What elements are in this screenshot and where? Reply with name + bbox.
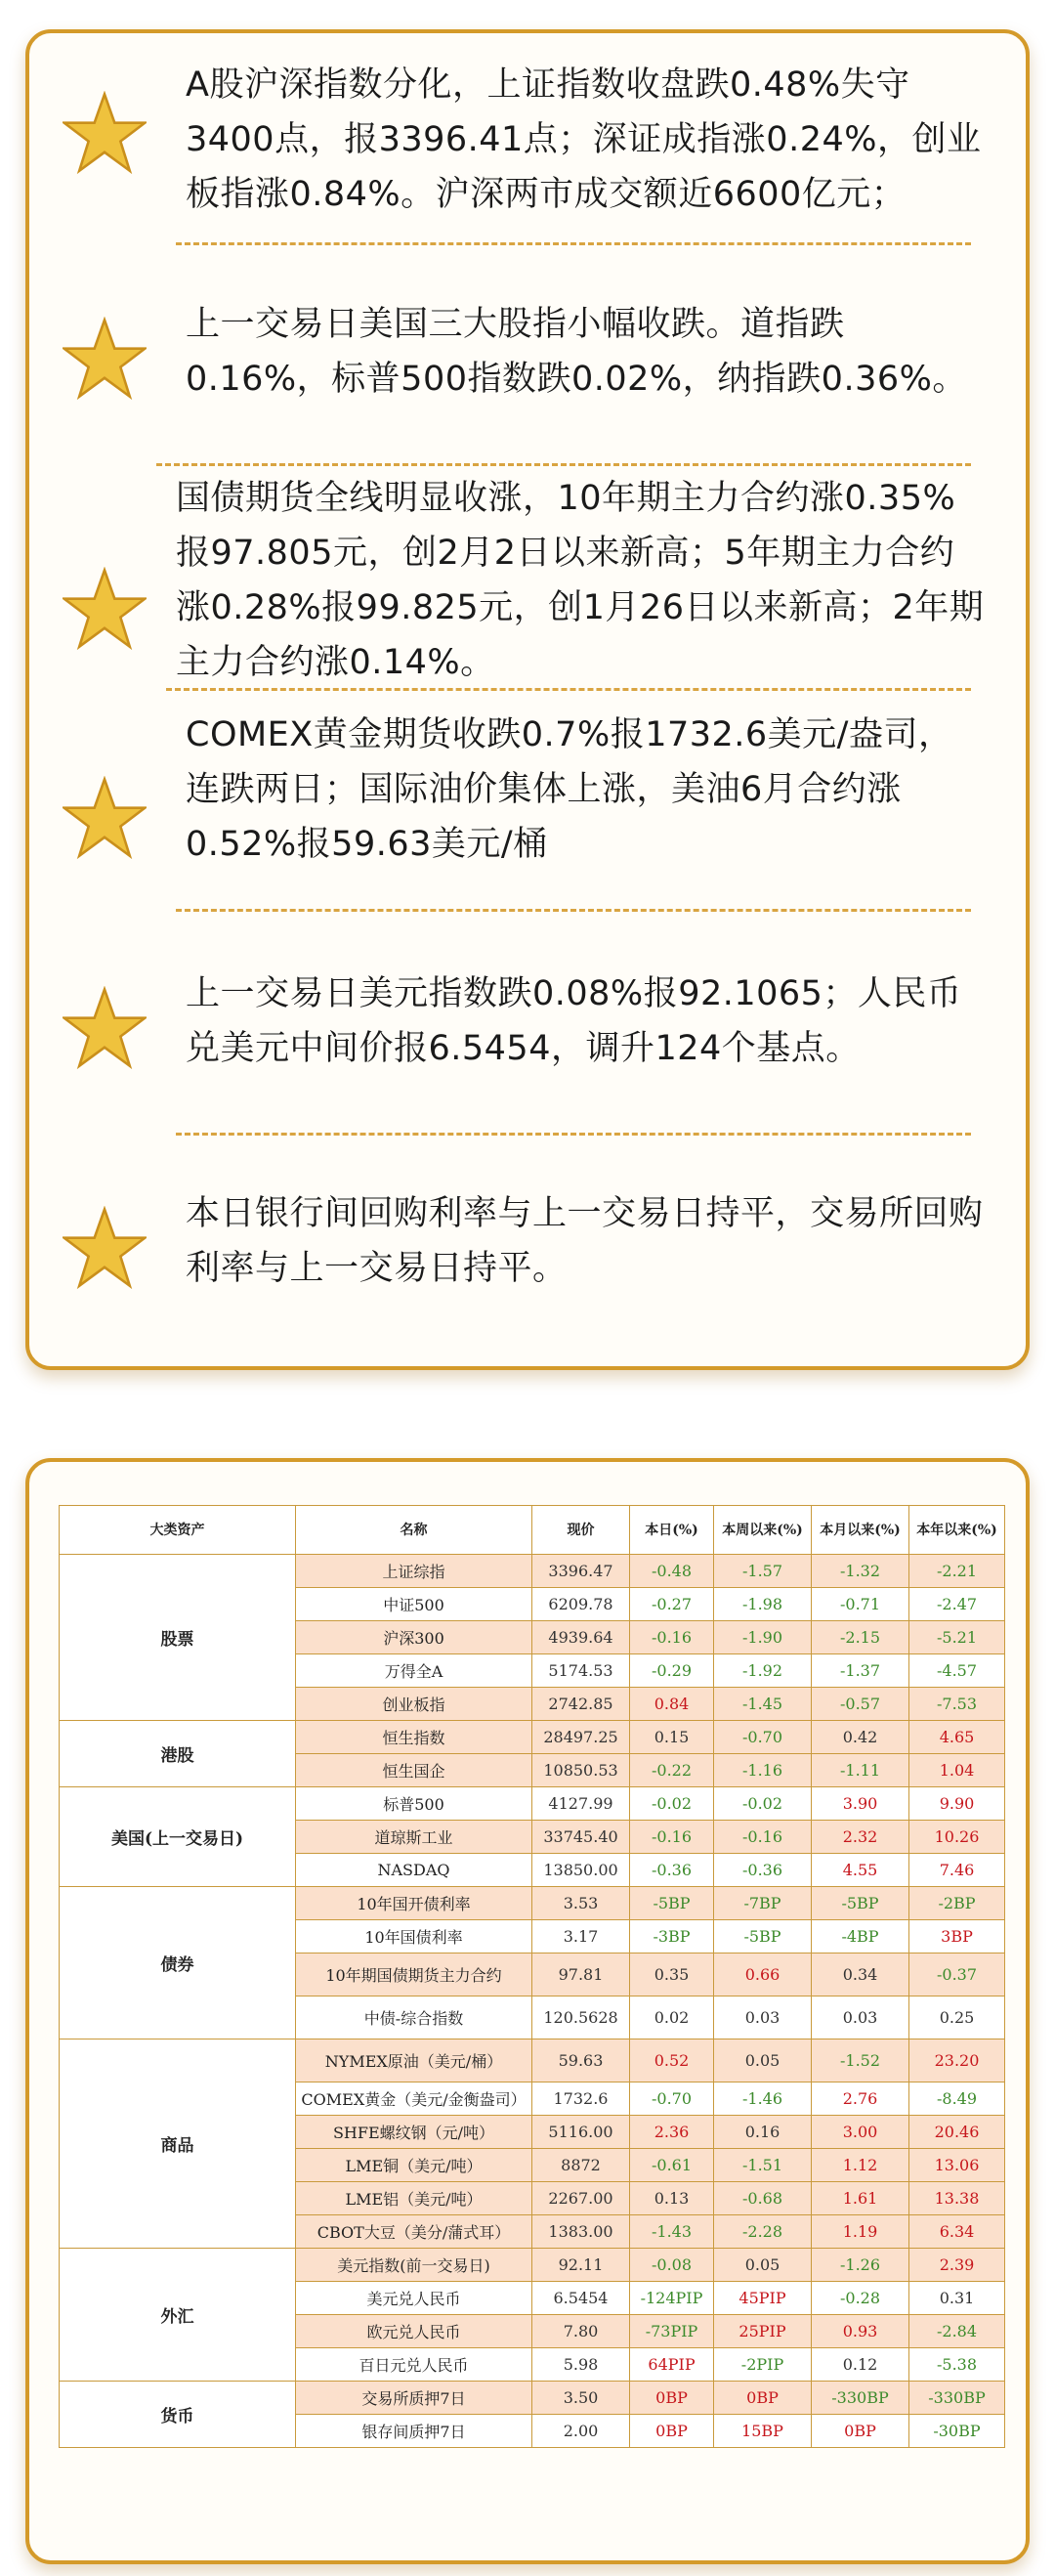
price-cell: 7.80 [532, 2315, 630, 2348]
asset-name-cell: 10年国开债利率 [296, 1887, 532, 1920]
category-cell: 股票 [60, 1555, 296, 1721]
change-cell: 13.06 [909, 2149, 1005, 2182]
change-cell: -73PIP [630, 2315, 714, 2348]
asset-name-cell: 10年期国债期货主力合约 [296, 1953, 532, 1996]
asset-name-cell: 美元指数(前一交易日) [296, 2249, 532, 2282]
change-cell: 20.46 [909, 2116, 1005, 2149]
change-cell: -2.28 [714, 2215, 812, 2249]
asset-name-cell: LME铜（美元/吨） [296, 2149, 532, 2182]
star-icon [63, 91, 147, 175]
change-cell: 0.42 [812, 1721, 909, 1754]
price-cell: 2.00 [532, 2415, 630, 2448]
change-cell: 10.26 [909, 1821, 1005, 1854]
price-cell: 3396.47 [532, 1555, 630, 1588]
asset-name-cell: CBOT大豆（美分/蒲式耳） [296, 2215, 532, 2249]
asset-name-cell: 欧元兑人民币 [296, 2315, 532, 2348]
change-cell: 3.00 [812, 2116, 909, 2149]
change-cell: 2.36 [630, 2116, 714, 2149]
divider [176, 242, 971, 245]
header-cell: 大类资产 [60, 1506, 296, 1555]
change-cell: -5.21 [909, 1621, 1005, 1654]
change-cell: 0BP [714, 2382, 812, 2415]
change-cell: -4.57 [909, 1654, 1005, 1688]
change-cell: -5.38 [909, 2348, 1005, 2382]
table-row [60, 1555, 1005, 1588]
change-cell: 25PIP [714, 2315, 812, 2348]
price-cell: 92.11 [532, 2249, 630, 2282]
change-cell: 0.66 [714, 1953, 812, 1996]
table-row [60, 1721, 1005, 1754]
asset-name-cell: 中债-综合指数 [296, 1996, 532, 2039]
header-cell: 本日(%) [630, 1506, 714, 1555]
category-cell: 美国(上一交易日) [60, 1787, 296, 1887]
price-cell: 97.81 [532, 1953, 630, 1996]
change-cell: -0.28 [812, 2282, 909, 2315]
change-cell: -0.02 [630, 1787, 714, 1821]
change-cell: -7BP [714, 1887, 812, 1920]
table-row [60, 1787, 1005, 1821]
star-icon [63, 986, 147, 1070]
news-text: COMEX黄金期货收跌0.7%报1732.6美元/盎司，连跌两日；国际油价集体上涨，美油6月合约涨0.52%报59.63美元/桶 [186, 715, 953, 864]
change-cell: -0.71 [812, 1588, 909, 1621]
asset-name-cell: 道琼斯工业 [296, 1821, 532, 1854]
star-icon [63, 567, 147, 651]
price-cell: 59.63 [532, 2039, 630, 2082]
price-cell: 3.50 [532, 2382, 630, 2415]
news-text: 本日银行间回购利率与上一交易日持平，交易所回购利率与上一交易日持平。 [186, 1194, 984, 1288]
change-cell: -0.08 [630, 2249, 714, 2282]
table-row [60, 2039, 1005, 2082]
change-cell: 15BP [714, 2415, 812, 2448]
change-cell: -0.70 [630, 2082, 714, 2116]
change-cell: 0.31 [909, 2282, 1005, 2315]
price-cell: 120.5628 [532, 1996, 630, 2039]
change-cell: -0.68 [714, 2182, 812, 2215]
change-cell: -2.47 [909, 1588, 1005, 1621]
change-cell: 0.05 [714, 2249, 812, 2282]
asset-name-cell: 百日元兑人民币 [296, 2348, 532, 2382]
change-cell: 2.76 [812, 2082, 909, 2116]
change-cell: -7.53 [909, 1688, 1005, 1721]
price-cell: 3.53 [532, 1887, 630, 1920]
price-cell: 1732.6 [532, 2082, 630, 2116]
asset-name-cell: COMEX黄金（美元/金衡盎司） [296, 2082, 532, 2116]
change-cell: -0.70 [714, 1721, 812, 1754]
change-cell: -0.02 [714, 1787, 812, 1821]
change-cell: 0.15 [630, 1721, 714, 1754]
change-cell: 0.03 [714, 1996, 812, 2039]
news-text: 上一交易日美国三大股指小幅收跌。道指跌0.16%，标普500指数跌0.02%，纳指跌0.36%。 [186, 305, 967, 399]
change-cell: -1.37 [812, 1654, 909, 1688]
change-cell: 2.32 [812, 1821, 909, 1854]
change-cell: -2BP [909, 1887, 1005, 1920]
asset-name-cell: 10年国债利率 [296, 1920, 532, 1953]
divider [176, 909, 971, 912]
change-cell: -1.11 [812, 1754, 909, 1787]
change-cell: -330BP [812, 2382, 909, 2415]
category-cell: 货币 [60, 2382, 296, 2448]
asset-name-cell: 上证综指 [296, 1555, 532, 1588]
asset-name-cell: 中证500 [296, 1588, 532, 1621]
change-cell: 4.55 [812, 1854, 909, 1887]
price-cell: 10850.53 [532, 1754, 630, 1787]
change-cell: 45PIP [714, 2282, 812, 2315]
market-data-table [59, 1505, 1005, 2448]
asset-name-cell: 恒生指数 [296, 1721, 532, 1754]
change-cell: -0.16 [630, 1821, 714, 1854]
change-cell: -0.57 [812, 1688, 909, 1721]
change-cell: 1.19 [812, 2215, 909, 2249]
news-summary-card [25, 29, 1030, 1370]
price-cell: 5116.00 [532, 2116, 630, 2149]
change-cell: -0.61 [630, 2149, 714, 2182]
asset-name-cell: LME铝（美元/吨） [296, 2182, 532, 2215]
category-cell: 港股 [60, 1721, 296, 1787]
change-cell: 0.93 [812, 2315, 909, 2348]
news-text: A股沪深指数分化，上证指数收盘跌0.48%失守3400点，报3396.41点；深证成指涨0.24%，创业板指涨0.84%。沪深两市成交额近6600亿元； [186, 65, 982, 214]
table-row [60, 1887, 1005, 1920]
price-cell: 4127.99 [532, 1787, 630, 1821]
asset-name-cell: 万得全A [296, 1654, 532, 1688]
change-cell: -5BP [630, 1887, 714, 1920]
table-body [60, 1555, 1005, 2448]
change-cell: 9.90 [909, 1787, 1005, 1821]
change-cell: -2.15 [812, 1621, 909, 1654]
change-cell: -1.43 [630, 2215, 714, 2249]
change-cell: -0.36 [630, 1854, 714, 1887]
change-cell: 6.34 [909, 2215, 1005, 2249]
change-cell: 23.20 [909, 2039, 1005, 2082]
header-cell: 本月以来(%) [812, 1506, 909, 1555]
asset-name-cell: 标普500 [296, 1787, 532, 1821]
change-cell: -1.92 [714, 1654, 812, 1688]
price-cell: 6.5454 [532, 2282, 630, 2315]
change-cell: 0.03 [812, 1996, 909, 2039]
change-cell: 4.65 [909, 1721, 1005, 1754]
change-cell: -1.32 [812, 1555, 909, 1588]
change-cell: -1.57 [714, 1555, 812, 1588]
change-cell: 0.34 [812, 1953, 909, 1996]
change-cell: 0.05 [714, 2039, 812, 2082]
table-header-row [60, 1506, 1005, 1555]
price-cell: 8872 [532, 2149, 630, 2182]
price-cell: 3.17 [532, 1920, 630, 1953]
change-cell: 0.25 [909, 1996, 1005, 2039]
change-cell: -1.16 [714, 1754, 812, 1787]
change-cell: -124PIP [630, 2282, 714, 2315]
change-cell: -4BP [812, 1920, 909, 1953]
change-cell: 0.02 [630, 1996, 714, 2039]
price-cell: 2267.00 [532, 2182, 630, 2215]
category-cell: 外汇 [60, 2249, 296, 2382]
change-cell: 1.61 [812, 2182, 909, 2215]
asset-name-cell: 银存间质押7日 [296, 2415, 532, 2448]
change-cell: -1.26 [812, 2249, 909, 2282]
change-cell: -5BP [714, 1920, 812, 1953]
asset-name-cell: SHFE螺纹钢（元/吨） [296, 2116, 532, 2149]
star-icon [63, 1206, 147, 1290]
change-cell: 1.04 [909, 1754, 1005, 1787]
change-cell: -330BP [909, 2382, 1005, 2415]
asset-name-cell: 交易所质押7日 [296, 2382, 532, 2415]
asset-name-cell: NYMEX原油（美元/桶） [296, 2039, 532, 2082]
star-icon [63, 317, 147, 401]
star-icon [63, 776, 147, 860]
change-cell: -1.52 [812, 2039, 909, 2082]
change-cell: 0BP [630, 2415, 714, 2448]
change-cell: 0.84 [630, 1688, 714, 1721]
change-cell: -3BP [630, 1920, 714, 1953]
asset-name-cell: 沪深300 [296, 1621, 532, 1654]
change-cell: -8.49 [909, 2082, 1005, 2116]
change-cell: -0.16 [714, 1821, 812, 1854]
price-cell: 6209.78 [532, 1588, 630, 1621]
change-cell: -1.51 [714, 2149, 812, 2182]
change-cell: 3BP [909, 1920, 1005, 1953]
asset-name-cell: 美元兑人民币 [296, 2282, 532, 2315]
header-cell: 现价 [532, 1506, 630, 1555]
change-cell: 3.90 [812, 1787, 909, 1821]
change-cell: -1.98 [714, 1588, 812, 1621]
change-cell: 0.52 [630, 2039, 714, 2082]
change-cell: -0.29 [630, 1654, 714, 1688]
change-cell: -5BP [812, 1887, 909, 1920]
change-cell: 64PIP [630, 2348, 714, 2382]
divider [166, 688, 971, 691]
change-cell: 7.46 [909, 1854, 1005, 1887]
category-cell: 债券 [60, 1887, 296, 2039]
asset-name-cell: NASDAQ [296, 1854, 532, 1887]
change-cell: 1.12 [812, 2149, 909, 2182]
category-cell: 商品 [60, 2039, 296, 2249]
change-cell: 13.38 [909, 2182, 1005, 2215]
change-cell: -1.45 [714, 1688, 812, 1721]
change-cell: -1.90 [714, 1621, 812, 1654]
price-cell: 5174.53 [532, 1654, 630, 1688]
price-cell: 13850.00 [532, 1854, 630, 1887]
price-cell: 2742.85 [532, 1688, 630, 1721]
header-cell: 名称 [296, 1506, 532, 1555]
header-cell: 本周以来(%) [714, 1506, 812, 1555]
change-cell: -0.16 [630, 1621, 714, 1654]
change-cell: 0.13 [630, 2182, 714, 2215]
change-cell: 0BP [630, 2382, 714, 2415]
market-table-card [25, 1458, 1030, 2564]
change-cell: 0.16 [714, 2116, 812, 2149]
price-cell: 33745.40 [532, 1821, 630, 1854]
header-cell: 本年以来(%) [909, 1506, 1005, 1555]
price-cell: 28497.25 [532, 1721, 630, 1754]
asset-name-cell: 创业板指 [296, 1688, 532, 1721]
change-cell: 0.12 [812, 2348, 909, 2382]
price-cell: 5.98 [532, 2348, 630, 2382]
news-text: 上一交易日美元指数跌0.08%报92.1065；人民币兑美元中间价报6.5454，调升124个基点。 [186, 974, 962, 1068]
price-cell: 1383.00 [532, 2215, 630, 2249]
change-cell: -0.37 [909, 1953, 1005, 1996]
asset-name-cell: 恒生国企 [296, 1754, 532, 1787]
news-text: 国债期货全线明显收涨，10年期主力合约涨0.35%报97.805元，创2月2日以来新高；5年期主力合约涨0.28%报99.825元，创1月26日以来新高；2年期主力合约涨0.14%。 [176, 479, 985, 682]
divider [156, 463, 971, 466]
table-row [60, 2249, 1005, 2282]
divider [176, 1133, 971, 1136]
table-row [60, 2382, 1005, 2415]
change-cell: -0.48 [630, 1555, 714, 1588]
change-cell: -2PIP [714, 2348, 812, 2382]
change-cell: -30BP [909, 2415, 1005, 2448]
change-cell: 2.39 [909, 2249, 1005, 2282]
change-cell: -2.21 [909, 1555, 1005, 1588]
change-cell: -0.36 [714, 1854, 812, 1887]
change-cell: 0BP [812, 2415, 909, 2448]
change-cell: -0.22 [630, 1754, 714, 1787]
change-cell: -1.46 [714, 2082, 812, 2116]
change-cell: -0.27 [630, 1588, 714, 1621]
price-cell: 4939.64 [532, 1621, 630, 1654]
change-cell: -2.84 [909, 2315, 1005, 2348]
change-cell: 0.35 [630, 1953, 714, 1996]
